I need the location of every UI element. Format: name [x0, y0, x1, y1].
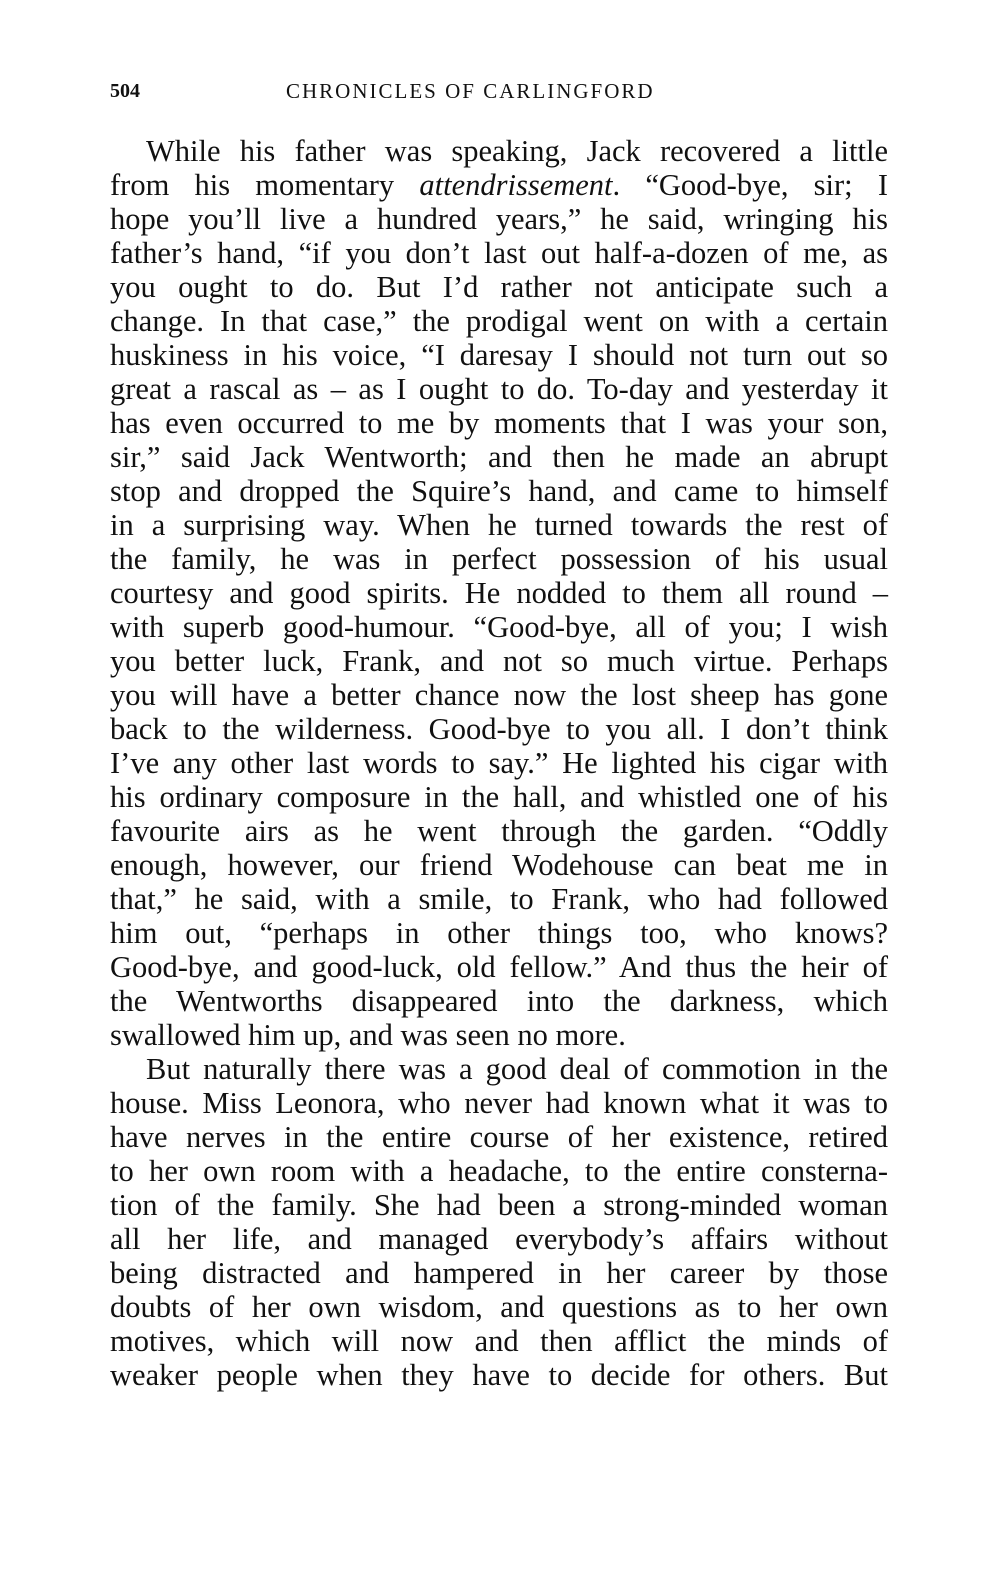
text-line: weaker people when they have to decide for others. But — [110, 1358, 888, 1392]
text-line: have nerves in the entire course of her existence, retired — [110, 1120, 888, 1154]
text-line: back to the wilderness. Good-bye to you all. I don’t think — [110, 712, 888, 746]
text-line: courtesy and good spirits. He nodded to them all round – — [110, 576, 888, 610]
text-line: that,” he said, with a smile, to Frank, who had followed — [110, 882, 888, 916]
book-title: CHRONICLES OF CARLINGFORD — [286, 79, 655, 103]
italic-word: attendrissement — [419, 168, 613, 202]
paragraph-1 — [110, 134, 888, 1052]
text-line: you will have a better chance now the lost sheep has gone — [110, 678, 888, 712]
text-line: tion of the family. She had been a strong-minded woman — [110, 1188, 888, 1222]
text-line: sir,” said Jack Wentworth; and then he made an abrupt — [110, 440, 888, 474]
text-line: father’s hand, “if you don’t last out half-a-dozen of me, as — [110, 236, 888, 270]
text-line: with superb good-humour. “Good-bye, all of you; I wish — [110, 610, 888, 644]
text-line: his ordinary composure in the hall, and whistled one of his — [110, 780, 888, 814]
text-line: huskiness in his voice, “I daresay I should not turn out so — [110, 338, 888, 372]
text-line: you ought to do. But I’d rather not anticipate such a — [110, 270, 888, 304]
text-line: I’ve any other last words to say.” He lighted his cigar with — [110, 746, 888, 780]
paragraph-2 — [110, 1052, 888, 1392]
text-line: you better luck, Frank, and not so much virtue. Perhaps — [110, 644, 888, 678]
body-text — [110, 134, 888, 1392]
text-line-after-italic: . “Good-bye, sir; I — [612, 168, 888, 202]
text-line: hope you’ll live a hundred years,” he said, wringing his — [110, 202, 888, 236]
text-line: While his father was speaking, Jack recovered a little — [146, 134, 888, 168]
text-line-with-italic — [110, 168, 888, 202]
text-line: great a rascal as – as I ought to do. To-day and yesterday it — [110, 372, 888, 406]
text-line: change. In that case,” the prodigal went on with a certain — [110, 304, 888, 338]
text-line: Good-bye, and good-luck, old fellow.” And thus the heir of — [110, 950, 888, 984]
text-line: the Wentworths disappeared into the darkness, which — [110, 984, 888, 1018]
text-line: being distracted and hampered in her career by those — [110, 1256, 888, 1290]
text-line: the family, he was in perfect possession of his usual — [110, 542, 888, 576]
text-line: enough, however, our friend Wodehouse can beat me in — [110, 848, 888, 882]
page-number: 504 — [110, 80, 140, 102]
text-line: him out, “perhaps in other things too, who knows? — [110, 916, 888, 950]
running-head — [110, 74, 890, 108]
text-line: all her life, and managed everybody’s affairs without — [110, 1222, 888, 1256]
text-line: house. Miss Leonora, who never had known what it was to — [110, 1086, 888, 1120]
text-line: But naturally there was a good deal of commotion in the — [146, 1052, 888, 1086]
text-line: in a surprising way. When he turned towards the rest of — [110, 508, 888, 542]
text-line: doubts of her own wisdom, and questions as to her own — [110, 1290, 888, 1324]
text-line: swallowed him up, and was seen no more. — [110, 1018, 626, 1052]
text-line-before-italic: from his momentary — [110, 168, 420, 202]
text-line: motives, which will now and then afflict the minds of — [110, 1324, 888, 1358]
text-line: to her own room with a headache, to the entire consterna- — [110, 1154, 888, 1188]
text-line: has even occurred to me by moments that I was your son, — [110, 406, 888, 440]
text-line: stop and dropped the Squire’s hand, and came to himself — [110, 474, 888, 508]
text-line: favourite airs as he went through the garden. “Oddly — [110, 814, 888, 848]
